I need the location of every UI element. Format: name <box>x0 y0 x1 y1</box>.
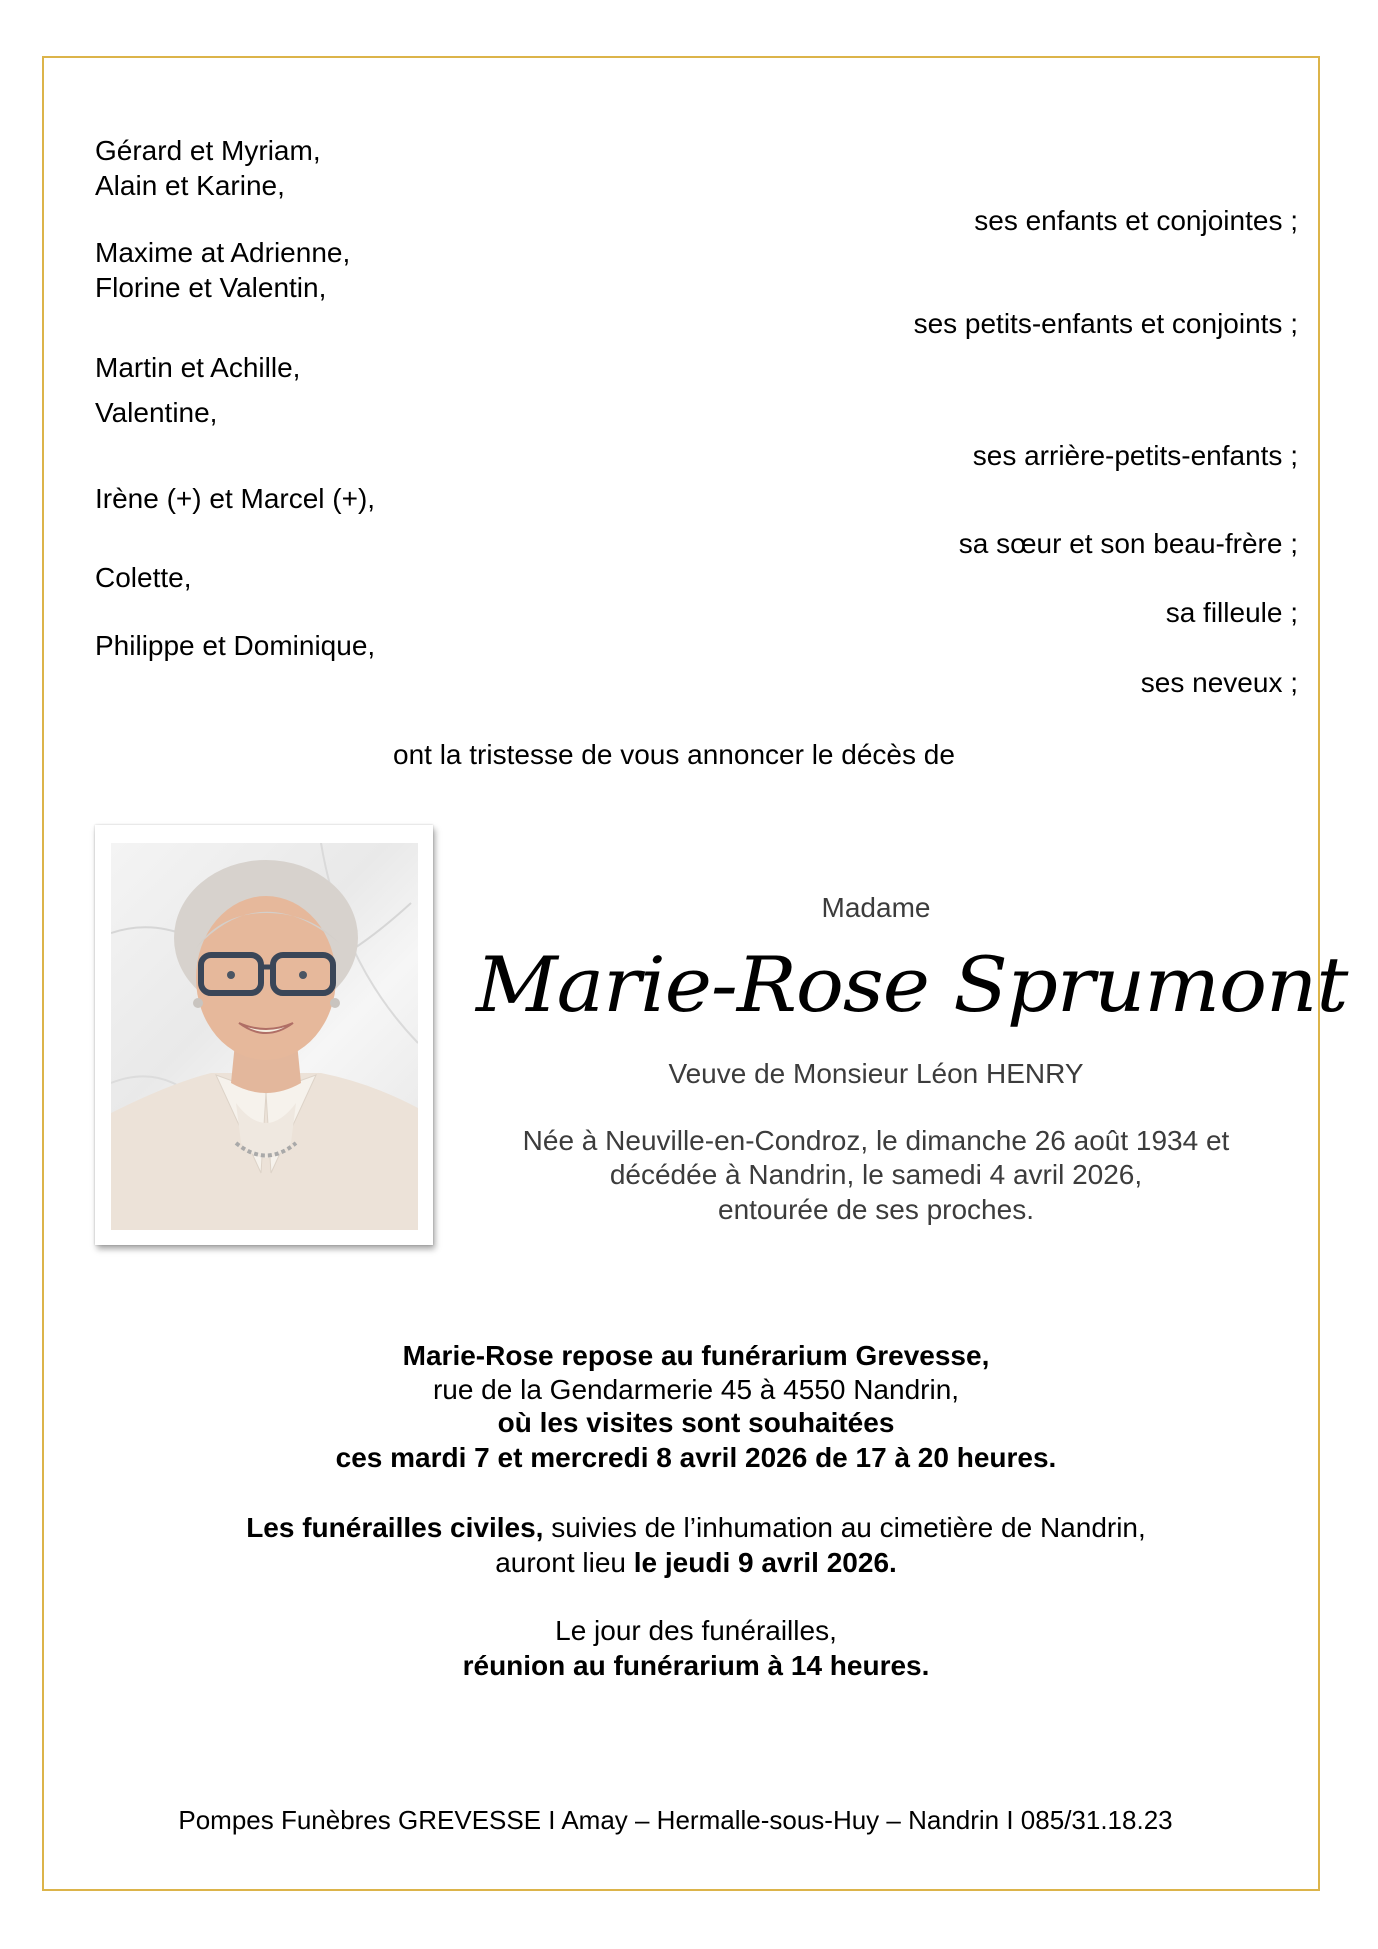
portrait-illustration <box>111 843 418 1230</box>
visitation-dates: ces mardi 7 et mercredi 8 avril 2026 de 17 à 20 heures. <box>335 1442 1057 1473</box>
funeral-line <box>0 1510 1378 1545</box>
funeral-burial: suivies de l’inhumation au cimetière de Nandrin, <box>543 1512 1146 1543</box>
funeral-type: Les funérailles civiles, <box>246 1512 544 1543</box>
visitation-address: rue de la Gendarmerie 45 à 4550 Nandrin, <box>432 1374 960 1405</box>
family-relation: sa filleule ; <box>1165 597 1298 628</box>
funeral-date: le jeudi 9 avril 2026. <box>633 1547 897 1578</box>
family-name: Colette, <box>95 562 192 593</box>
portrait-photo <box>111 843 418 1230</box>
family-name: Martin et Achille, <box>95 352 301 383</box>
deceased-name: Marie-Rose Sprumont <box>476 940 1348 1029</box>
visitation-note: où les visites sont souhaitées <box>497 1407 895 1438</box>
family-name: Philippe et Dominique, <box>95 630 376 661</box>
deceased-spouse: Veuve de Monsieur Léon HENRY <box>668 1058 1084 1089</box>
funeral-home-footer: Pompes Funèbres GREVESSE I Amay – Hermalle-sous-Huy – Nandrin I 085/31.18.23 <box>178 1805 1173 1835</box>
deceased-title: Madame <box>821 892 931 923</box>
announcement-text: ont la tristesse de vous annoncer le décès de <box>393 739 955 770</box>
family-name: Florine et Valentin, <box>95 272 327 303</box>
meeting-time: réunion au funérarium à 14 heures. <box>462 1650 930 1681</box>
family-relation: ses petits-enfants et conjoints ; <box>913 308 1298 339</box>
family-name: Alain et Karine, <box>95 170 285 201</box>
family-relation: sa sœur et son beau-frère ; <box>958 528 1298 559</box>
deceased-death: décédée à Nandrin, le samedi 4 avril 2026, <box>609 1159 1143 1190</box>
family-relation: ses arrière-petits-enfants ; <box>972 440 1298 471</box>
family-name: Valentine, <box>95 397 218 428</box>
family-relation: ses neveux ; <box>1140 667 1298 698</box>
funeral-date-line <box>0 1545 1378 1580</box>
meeting-intro: Le jour des funérailles, <box>555 1615 837 1646</box>
deceased-birth: Née à Neuville-en-Condroz, le dimanche 26 août 1934 et <box>522 1125 1230 1156</box>
portrait-frame <box>95 825 433 1245</box>
visitation-location: Marie-Rose repose au funérarium Grevesse, <box>402 1340 990 1371</box>
family-name: Gérard et Myriam, <box>95 135 321 166</box>
family-name: Irène (+) et Marcel (+), <box>95 483 376 514</box>
family-name: Maxime at Adrienne, <box>95 237 351 268</box>
deceased-surrounded: entourée de ses proches. <box>718 1194 1034 1225</box>
family-relation: ses enfants et conjointes ; <box>974 205 1298 236</box>
funeral-date-prefix: auront lieu <box>495 1547 634 1578</box>
